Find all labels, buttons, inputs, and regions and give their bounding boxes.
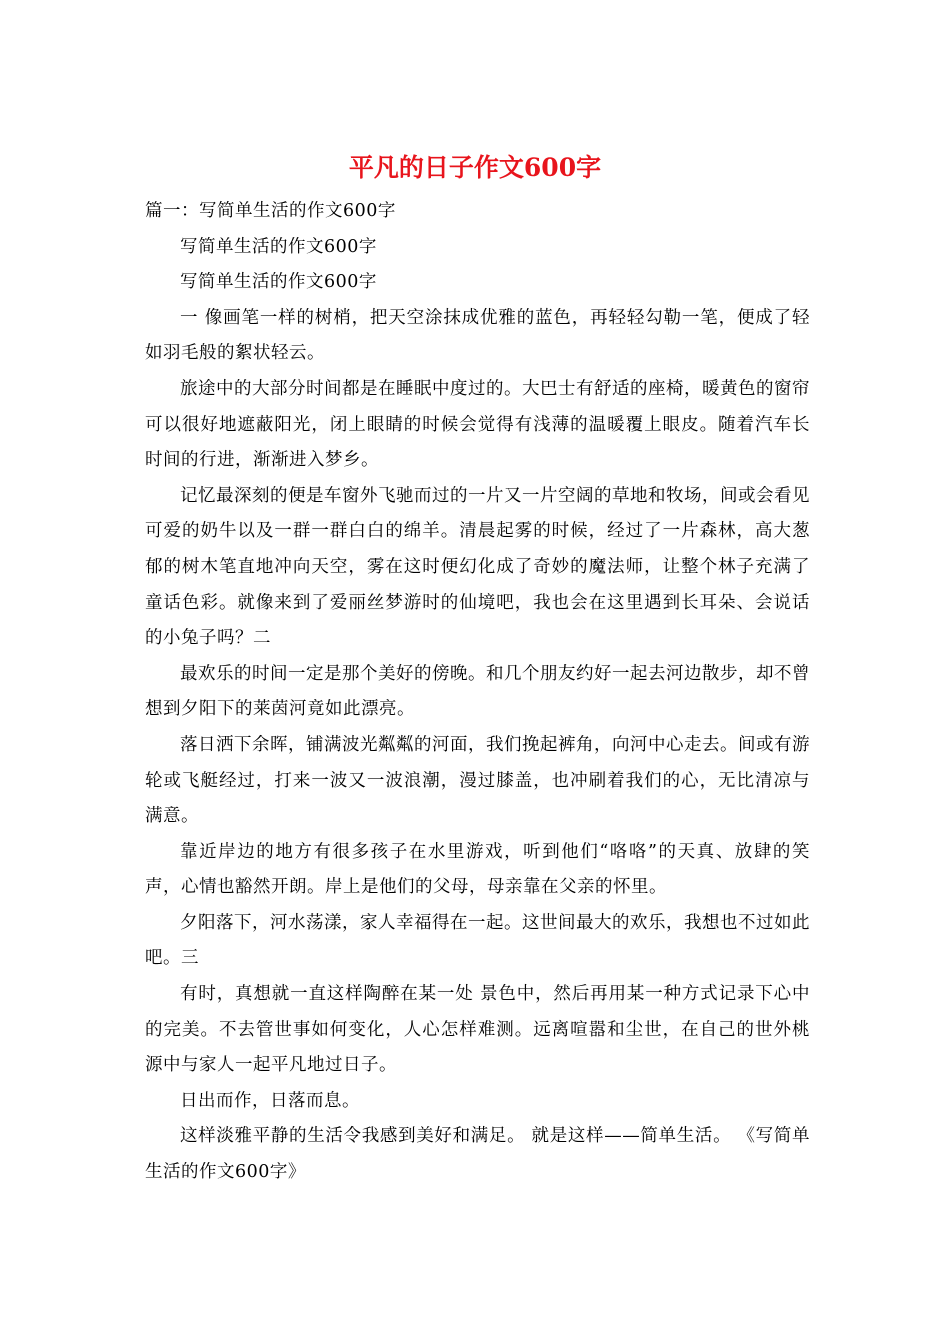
body-paragraph: 有时，真想就一直这样陶醉在某一处 景色中，然后再用某一种方式记录下心中的完美。不去管世事如何变化，人心怎样难测。远离喧嚣和尘世，在自己的世外桃源中与家人一起平凡地过日子。 <box>145 984 810 1076</box>
document-body <box>145 194 810 1191</box>
document-title: 平凡的日子作文600字 <box>348 153 602 182</box>
body-paragraph: 靠近岸边的地方有很多孩子在水里游戏，听到他们“咯咯”的天真、放肆的笑声，心情也豁然开朗。岸上是他们的父母，母亲靠在父亲的怀里。 <box>145 841 810 898</box>
body-paragraph: 夕阳落下，河水荡漾，家人幸福得在一起。这世间最大的欢乐，我想也不过如此吧。三 <box>145 912 810 969</box>
body-paragraph: 最欢乐的时间一定是那个美好的傍晚。和几个朋友约好一起去河边散步，却不曾想到夕阳下的莱茵河竟如此漂亮。 <box>145 663 810 720</box>
body-paragraph: 日出而作，日落而息。 <box>180 1090 360 1111</box>
body-paragraph: 这样淡雅平静的生活令我感到美好和满足。 就是这样——简单生活。 《写简单生活的作文600字》 <box>145 1126 810 1183</box>
body-paragraph: 一 像画笔一样的树梢，把天空涂抹成优雅的蓝色，再轻轻勾勒一笔，便成了轻如羽毛般的絮状轻云。 <box>145 307 810 364</box>
section-heading: 篇一：写简单生活的作文600字 <box>145 201 396 221</box>
body-paragraph: 记忆最深刻的便是车窗外飞驰而过的一片又一片空阔的草地和牧场，间或会看见可爱的奶牛以及一群一群白白的绵羊。清晨起雾的时候，经过了一片森林，高大葱郁的树木笔直地冲向天空，雾在这时便幻化成了奇妙的魔法师，让整个林子充满了童话色彩。就像来到了爱丽丝梦游时的仙境吧，我也会在这里遇到长耳朵、会说话的小兔子吗？二 <box>145 485 810 649</box>
body-paragraph: 落日洒下余晖，铺满波光粼粼的河面，我们挽起裤角，向河中心走去。间或有游轮或飞艇经过，打来一波又一波浪潮，漫过膝盖，也冲刷着我们的心，无比清凉与满意。 <box>145 734 810 827</box>
body-paragraph: 旅途中的大部分时间都是在睡眠中度过的。大巴士有舒适的座椅，暖黄色的窗帘可以很好地遮蔽阳光，闭上眼睛的时候会觉得有浅薄的温暖覆上眼皮。随着汽车长时间的行进，渐渐进入梦乡。 <box>145 378 810 471</box>
subtitle-line: 写简单生活的作文600字 <box>180 272 377 293</box>
subtitle-line: 写简单生活的作文600字 <box>180 236 377 257</box>
